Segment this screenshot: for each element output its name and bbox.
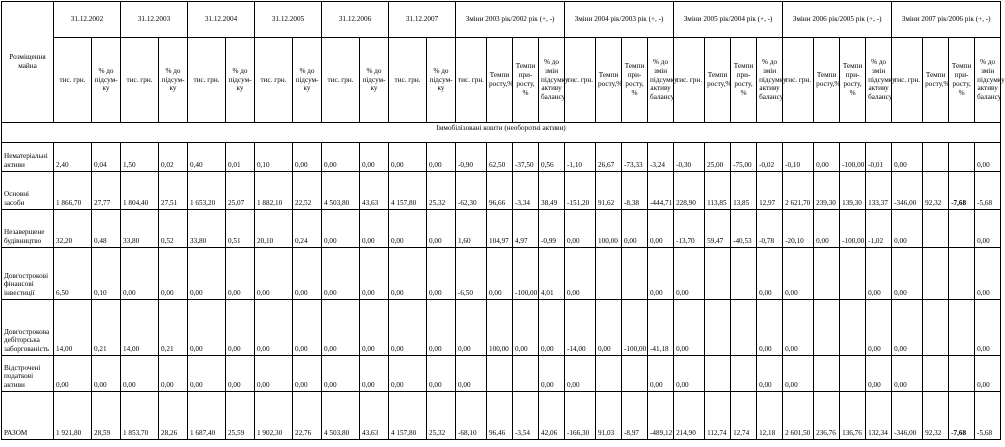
table-cell: 25,32 (427, 172, 456, 210)
table-cell: 2 621,70 (783, 172, 814, 210)
table-cell: -5,68 (975, 172, 1001, 210)
table-cell: 0,00 (159, 356, 188, 392)
change-header: Зміни 2005 рік/2004 рік (+, -) (674, 2, 783, 38)
year-header: 31.12.2004 (188, 2, 255, 38)
sub-header: тис. грн. (121, 38, 159, 123)
table-cell (513, 356, 539, 392)
header-row-subcolumns (2, 38, 1001, 123)
table-cell (949, 210, 975, 248)
table-cell: -1,10 (565, 143, 596, 172)
table-cell: 0,51 (226, 210, 255, 248)
table-cell (596, 248, 622, 300)
table-cell: 0,00 (121, 356, 159, 392)
sub-header: % до змін підсумку активу балансу (975, 38, 1001, 123)
table-cell: 0,00 (389, 143, 427, 172)
table-cell: -1,02 (866, 210, 892, 248)
sub-header: % до змін підсумку активу балансу (757, 38, 783, 123)
table-cell: 0,21 (159, 300, 188, 356)
table-cell: 0,00 (622, 210, 648, 248)
table-cell: 0,00 (674, 356, 705, 392)
table-cell: -489,12 (648, 392, 674, 440)
table-cell: 91,62 (596, 172, 622, 210)
table-cell (923, 356, 949, 392)
table-cell: 0,00 (975, 143, 1001, 172)
table-cell: 0,00 (814, 210, 840, 248)
table-cell: 0,00 (539, 356, 565, 392)
table-cell: 0,00 (814, 143, 840, 172)
table-cell (705, 300, 731, 356)
table-cell: 0,00 (783, 248, 814, 300)
table-cell: 1 653,20 (188, 172, 226, 210)
change-header: Зміни 2007 рік/2006 рік (+, -) (892, 2, 1001, 38)
table-cell: 0,00 (648, 248, 674, 300)
table-cell: 0,00 (757, 300, 783, 356)
table-cell: 0,00 (757, 356, 783, 392)
table-cell (949, 248, 975, 300)
sub-header: Темпи при-росту, % (622, 38, 648, 123)
table-cell: 0,00 (255, 356, 293, 392)
table-cell: -20,10 (783, 210, 814, 248)
sub-header: % до змін підсумку активу балансу (648, 38, 674, 123)
table-cell: 0,00 (427, 143, 456, 172)
table-cell: 0,00 (565, 356, 596, 392)
table-cell: 0,00 (892, 356, 923, 392)
change-header: Зміни 2006 рік/2005 рік (+, -) (783, 2, 892, 38)
table-cell: 59,47 (705, 210, 731, 248)
table-cell: 92,32 (923, 392, 949, 440)
table-cell: 0,10 (92, 248, 121, 300)
table-cell (814, 300, 840, 356)
table-cell: 38,49 (539, 172, 565, 210)
sub-header: тис. грн. (565, 38, 596, 123)
table-cell: 0,00 (188, 248, 226, 300)
table-cell: 0,02 (159, 143, 188, 172)
table-cell: 43,63 (360, 392, 389, 440)
table-cell: 14,00 (54, 300, 92, 356)
table-cell: 0,00 (596, 300, 622, 356)
sub-header: % до підсум-ку (159, 38, 188, 123)
table-row (2, 392, 1001, 440)
table-cell: 92,32 (923, 172, 949, 210)
table-cell: 14,00 (121, 300, 159, 356)
sub-header: % до підсум-ку (293, 38, 322, 123)
table-cell: 0,00 (293, 300, 322, 356)
table-cell (840, 248, 866, 300)
sub-header: тис. грн. (389, 38, 427, 123)
table-cell: 91,03 (596, 392, 622, 440)
table-cell: 0,00 (360, 356, 389, 392)
table-cell: 0,00 (226, 300, 255, 356)
table-cell: 12,18 (757, 392, 783, 440)
table-cell: 0,00 (427, 300, 456, 356)
table-cell: 133,37 (866, 172, 892, 210)
table-cell: 62,50 (487, 143, 513, 172)
table-row (2, 172, 1001, 210)
table-cell: 0,00 (322, 143, 360, 172)
table-cell: -68,10 (456, 392, 487, 440)
table-cell: 1 687,40 (188, 392, 226, 440)
table-cell: 0,00 (539, 300, 565, 356)
table-cell: 6,50 (54, 248, 92, 300)
table-cell: 12,97 (757, 172, 783, 210)
sub-header: тис. грн. (54, 38, 92, 123)
table-cell: -151,20 (565, 172, 596, 210)
table-cell: 0,00 (121, 248, 159, 300)
table-cell: 13,85 (731, 172, 757, 210)
table-cell: 1 866,70 (54, 172, 92, 210)
table-cell: 0,56 (539, 143, 565, 172)
sub-header: Темпи росту,% (596, 38, 622, 123)
sub-header: тис. грн. (188, 38, 226, 123)
row-header: Розміщення майна (2, 2, 54, 123)
sub-header: % до підсум-ку (92, 38, 121, 123)
sub-header: тис. грн. (783, 38, 814, 123)
table-cell: -100,00 (840, 210, 866, 248)
table-cell: 27,77 (92, 172, 121, 210)
table-cell: -75,00 (731, 143, 757, 172)
sub-header: % до підсум-ку (226, 38, 255, 123)
sub-header: тис. грн. (456, 38, 487, 123)
table-row (2, 210, 1001, 248)
table-cell: 0,24 (293, 210, 322, 248)
table-cell: 20,10 (255, 210, 293, 248)
table-cell (949, 300, 975, 356)
row-label: Відстрочені податкові активи (2, 356, 54, 392)
table-cell: 1,50 (121, 143, 159, 172)
row-label: Нематеріальні активи (2, 143, 54, 172)
table-cell: 96,66 (487, 172, 513, 210)
balance-table (1, 1, 1005, 440)
table-cell: 100,00 (596, 210, 622, 248)
table-cell: 104,97 (487, 210, 513, 248)
table-cell: 136,76 (840, 392, 866, 440)
table-cell: 0,00 (255, 300, 293, 356)
table-cell: 96,46 (487, 392, 513, 440)
table-cell: 0,00 (565, 248, 596, 300)
table-cell (596, 356, 622, 392)
table-cell: 0,00 (674, 300, 705, 356)
table-cell: 0,00 (54, 356, 92, 392)
table-cell: 0,00 (188, 356, 226, 392)
table-cell: 100,00 (487, 300, 513, 356)
table-cell: 32,20 (54, 210, 92, 248)
table-cell (840, 356, 866, 392)
table-cell: -0,78 (757, 210, 783, 248)
table-cell: 0,00 (293, 248, 322, 300)
table-cell (923, 248, 949, 300)
table-cell: 27,51 (159, 172, 188, 210)
table-cell (731, 248, 757, 300)
table-cell: -8,97 (622, 392, 648, 440)
table-cell: 139,30 (840, 172, 866, 210)
table-cell: 132,34 (866, 392, 892, 440)
table-cell: 0,00 (783, 300, 814, 356)
table-cell: 0,00 (674, 248, 705, 300)
table-cell: 0,00 (456, 356, 487, 392)
sub-header: Темпи при-росту, % (840, 38, 866, 123)
table-cell: 0,00 (487, 248, 513, 300)
table-cell: 0,00 (975, 300, 1001, 356)
row-label: Довгострокова дебіторська заборгованість (2, 300, 54, 356)
table-cell: 0,00 (322, 356, 360, 392)
table-cell: 0,00 (975, 248, 1001, 300)
table-cell (731, 300, 757, 356)
table-cell: -0,01 (866, 143, 892, 172)
table-cell: 239,30 (814, 172, 840, 210)
table-cell: 25,32 (427, 392, 456, 440)
sub-header: Темпи при-росту, % (513, 38, 539, 123)
table-cell: 33,80 (188, 210, 226, 248)
table-row (2, 143, 1001, 172)
table-cell: 12,74 (731, 392, 757, 440)
table-cell: -7,68 (949, 392, 975, 440)
table-cell: 0,00 (427, 210, 456, 248)
table-cell: 0,00 (427, 248, 456, 300)
change-header: Зміни 2003 рік/2002 рік (+, -) (456, 2, 565, 38)
sub-header: Темпи росту,% (923, 38, 949, 123)
table-cell: 0,00 (648, 210, 674, 248)
table-cell: 0,00 (226, 248, 255, 300)
table-cell: -0,30 (674, 143, 705, 172)
table-cell: 0,00 (360, 210, 389, 248)
table-cell: 1 902,30 (255, 392, 293, 440)
table-cell: -100,00 (513, 248, 539, 300)
table-cell: 0,00 (866, 356, 892, 392)
table-cell: 0,00 (892, 210, 923, 248)
table-cell: 26,67 (596, 143, 622, 172)
table-cell: 43,63 (360, 172, 389, 210)
table-cell: -13,70 (674, 210, 705, 248)
table-cell: 0,00 (293, 356, 322, 392)
table-cell: 0,04 (92, 143, 121, 172)
sub-header: тис. грн. (892, 38, 923, 123)
section-row (2, 123, 1001, 143)
table-cell: -6,50 (456, 248, 487, 300)
table-cell: -444,71 (648, 172, 674, 210)
table-cell: 4 503,80 (322, 172, 360, 210)
sub-header: тис. грн. (322, 38, 360, 123)
year-header: 31.12.2007 (389, 2, 456, 38)
table-cell: 4 157,80 (389, 392, 427, 440)
row-label: Довгострокові фінансові інвестиції (2, 248, 54, 300)
table-cell: 0,00 (866, 248, 892, 300)
table-cell: 0,00 (783, 356, 814, 392)
table-cell: 0,00 (513, 300, 539, 356)
table-cell: 0,00 (360, 300, 389, 356)
table-cell (923, 300, 949, 356)
sub-header: % до підсум-ку (427, 38, 456, 123)
table-cell: 0,00 (389, 356, 427, 392)
table-cell: 0,00 (389, 300, 427, 356)
table-cell: -0,99 (539, 210, 565, 248)
table-row (2, 356, 1001, 392)
table-cell: 28,26 (159, 392, 188, 440)
table-cell: -0,02 (757, 143, 783, 172)
section-title: Іммобілізовані кошти (необоротні активи) (2, 123, 1001, 143)
table-cell: 33,80 (121, 210, 159, 248)
table-cell: 0,00 (92, 356, 121, 392)
row-label: Основні засоби (2, 172, 54, 210)
table-cell: 0,00 (255, 248, 293, 300)
table-cell: 22,76 (293, 392, 322, 440)
table-cell: 0,00 (892, 143, 923, 172)
year-header: 31.12.2005 (255, 2, 322, 38)
table-cell: -100,00 (622, 300, 648, 356)
table-cell: 0,00 (293, 143, 322, 172)
sub-header: Темпи при-росту, % (949, 38, 975, 123)
table-cell: 2,40 (54, 143, 92, 172)
table-cell: 0,52 (159, 210, 188, 248)
table-cell (949, 143, 975, 172)
table-cell: 25,59 (226, 392, 255, 440)
table-cell: -0,10 (783, 143, 814, 172)
table-cell: 1 853,70 (121, 392, 159, 440)
table-cell: 0,01 (226, 143, 255, 172)
table-cell: -73,33 (622, 143, 648, 172)
table-cell: 25,00 (705, 143, 731, 172)
table-cell: 4,01 (539, 248, 565, 300)
table-cell: 0,40 (188, 143, 226, 172)
table-cell: 0,00 (360, 143, 389, 172)
table-cell: 228,90 (674, 172, 705, 210)
table-row (2, 248, 1001, 300)
table-cell: 0,00 (892, 248, 923, 300)
table-cell: -41,18 (648, 300, 674, 356)
table-cell: 0,00 (975, 210, 1001, 248)
table-cell: -100,00 (840, 143, 866, 172)
table-cell: 42,06 (539, 392, 565, 440)
table-cell: -3,54 (513, 392, 539, 440)
year-header: 31.12.2003 (121, 2, 188, 38)
table-cell: 1 804,40 (121, 172, 159, 210)
row-label: Незавершене будівництво (2, 210, 54, 248)
table-cell: 0,00 (456, 300, 487, 356)
table-cell: -37,50 (513, 143, 539, 172)
table-cell: 0,00 (757, 248, 783, 300)
table-cell: 113,85 (705, 172, 731, 210)
table-cell: 22,52 (293, 172, 322, 210)
table-cell (731, 356, 757, 392)
table-cell: 0,00 (565, 210, 596, 248)
table-cell: 4,97 (513, 210, 539, 248)
table-cell (840, 300, 866, 356)
table-cell (923, 210, 949, 248)
table-cell: 0,00 (648, 356, 674, 392)
table-cell: -346,00 (892, 392, 923, 440)
table-cell: 1 921,80 (54, 392, 92, 440)
table-cell: -5,68 (975, 392, 1001, 440)
table-cell (814, 356, 840, 392)
sub-header: Темпи росту,% (705, 38, 731, 123)
row-label: РАЗОМ (2, 392, 54, 440)
table-cell: 0,00 (322, 248, 360, 300)
table-cell: -0,90 (456, 143, 487, 172)
table-cell (705, 356, 731, 392)
table-cell: 0,00 (427, 356, 456, 392)
table-cell (814, 248, 840, 300)
sub-header: тис. грн. (255, 38, 293, 123)
table-cell: 0,48 (92, 210, 121, 248)
table-cell: 0,00 (322, 300, 360, 356)
table-cell: 2 601,50 (783, 392, 814, 440)
header-row-years (2, 2, 1001, 38)
table-cell: 1 882,10 (255, 172, 293, 210)
year-header: 31.12.2006 (322, 2, 389, 38)
sub-header: Темпи при-росту, % (731, 38, 757, 123)
table-cell: -7,68 (949, 172, 975, 210)
table-cell (487, 356, 513, 392)
table-cell: -166,30 (565, 392, 596, 440)
sub-header: % до змін підсумку активу балансу (866, 38, 892, 123)
table-cell: 0,00 (360, 248, 389, 300)
sub-header: тис. грн. (674, 38, 705, 123)
table-cell (622, 356, 648, 392)
table-cell: 0,10 (255, 143, 293, 172)
table-cell: 0,00 (389, 210, 427, 248)
table-cell: 0,21 (92, 300, 121, 356)
sub-header: Темпи росту,% (814, 38, 840, 123)
table-body (2, 123, 1001, 440)
table-cell: -14,00 (565, 300, 596, 356)
table-cell: 0,00 (892, 300, 923, 356)
change-header: Зміни 2004 рік/2003 рік (+, -) (565, 2, 674, 38)
table-cell (705, 248, 731, 300)
table-row (2, 300, 1001, 356)
table-cell: 1,60 (456, 210, 487, 248)
sub-header: % до підсум-ку (360, 38, 389, 123)
table-cell: 0,00 (188, 300, 226, 356)
sub-header: % до змін підсумку активу балансу (539, 38, 565, 123)
table-cell: -3,34 (513, 172, 539, 210)
table-cell: 236,76 (814, 392, 840, 440)
table-cell: 0,00 (159, 248, 188, 300)
table-cell: 4 157,80 (389, 172, 427, 210)
table-cell: -62,30 (456, 172, 487, 210)
table-cell (622, 248, 648, 300)
table-cell: 0,00 (866, 300, 892, 356)
table-cell: 112,74 (705, 392, 731, 440)
table-cell: 0,00 (975, 356, 1001, 392)
sub-header: Темпи росту,% (487, 38, 513, 123)
table-cell: 0,00 (389, 248, 427, 300)
table-cell: -3,24 (648, 143, 674, 172)
table-cell: 0,00 (226, 356, 255, 392)
table-cell: 4 503,80 (322, 392, 360, 440)
table-cell: 0,00 (322, 210, 360, 248)
table-cell: -346,00 (892, 172, 923, 210)
table-cell: -8,38 (622, 172, 648, 210)
table-cell (923, 143, 949, 172)
table-cell: 28,59 (92, 392, 121, 440)
year-header: 31.12.2002 (54, 2, 121, 38)
table-cell: 25,07 (226, 172, 255, 210)
table-cell: -40,53 (731, 210, 757, 248)
table-cell: 214,90 (674, 392, 705, 440)
table-cell (949, 356, 975, 392)
